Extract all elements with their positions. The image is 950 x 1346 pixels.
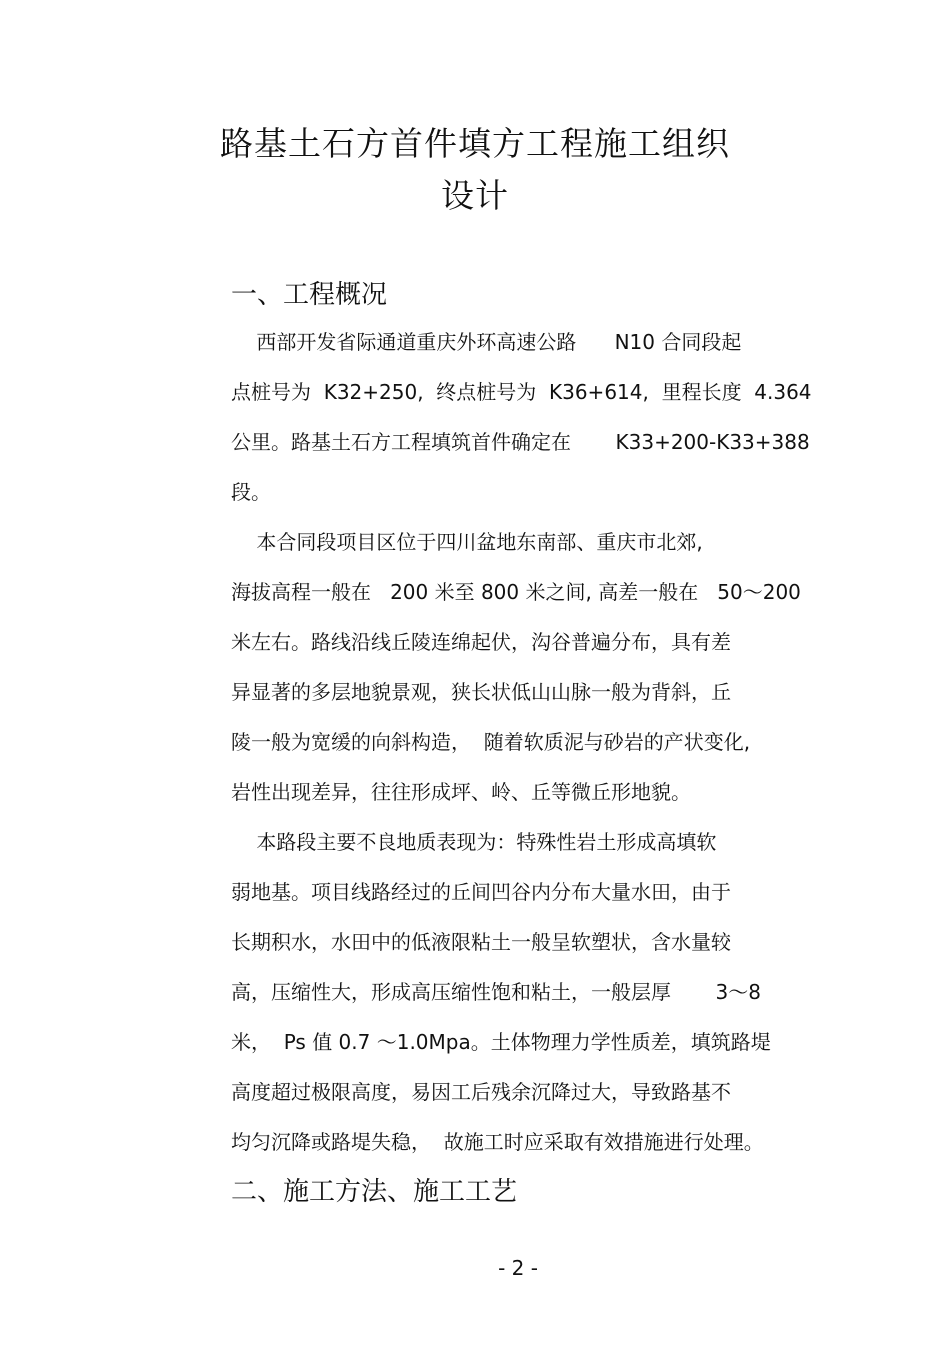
paragraph-line: 米， Ps 值 0.7 ～1.0Mpa。土体物理力学性质差，填筑路堤 xyxy=(231,1030,771,1054)
paragraph-line: 米左右。路线沿线丘陵连绵起伏，沟谷普遍分布，具有差 xyxy=(231,630,731,654)
paragraph-line: 高度超过极限高度，易因工后残余沉降过大，导致路基不 xyxy=(231,1080,731,1104)
paragraph-line: 弱地基。项目线路经过的丘间凹谷内分布大量水田，由于 xyxy=(231,880,731,904)
paragraph-line: 段。 xyxy=(231,480,271,504)
paragraph-line: 海拔高程一般在 200 米至 800 米之间, 高差一般在 50～200 xyxy=(231,580,801,604)
document-title-line-1: 路基土石方首件填方工程施工组织 xyxy=(220,124,730,163)
page-number: - 2 - xyxy=(498,1256,538,1280)
paragraph-line: 本合同段项目区位于四川盆地东南部、重庆市北郊, xyxy=(231,530,703,554)
paragraph-line: 长期积水，水田中的低液限粘土一般呈软塑状，含水量较 xyxy=(231,930,731,954)
paragraph-line: 点桩号为 K32+250, 终点桩号为 K36+614, 里程长度 4.364 xyxy=(231,380,812,404)
document-title-line-2: 设计 xyxy=(441,176,509,215)
paragraph-line: 本路段主要不良地质表现为：特殊性岩土形成高填软 xyxy=(231,830,717,854)
paragraph-line: 高，压缩性大，形成高压缩性饱和粘土，一般层厚 3～8 xyxy=(231,980,761,1004)
section-heading-methods: 二、施工方法、施工工艺 xyxy=(231,1177,518,1207)
paragraph-line: 岩性出现差异，往往形成坪、岭、丘等微丘形地貌。 xyxy=(231,780,691,804)
paragraph-line: 异显著的多层地貌景观，狭长状低山山脉一般为背斜，丘 xyxy=(231,680,731,704)
paragraph-line: 均匀沉降或路堤失稳， 故施工时应采取有效措施进行处理。 xyxy=(231,1130,764,1154)
paragraph-line: 公里。路基土石方工程填筑首件确定在 K33+200-K33+388 xyxy=(231,430,810,454)
paragraph-line: 西部开发省际通道重庆外环高速公路 N10 合同段起 xyxy=(231,330,742,354)
section-heading-overview: 一、工程概况 xyxy=(231,280,388,310)
paragraph-line: 陵一般为宽缓的向斜构造， 随着软质泥与砂岩的产状变化, xyxy=(231,730,751,754)
